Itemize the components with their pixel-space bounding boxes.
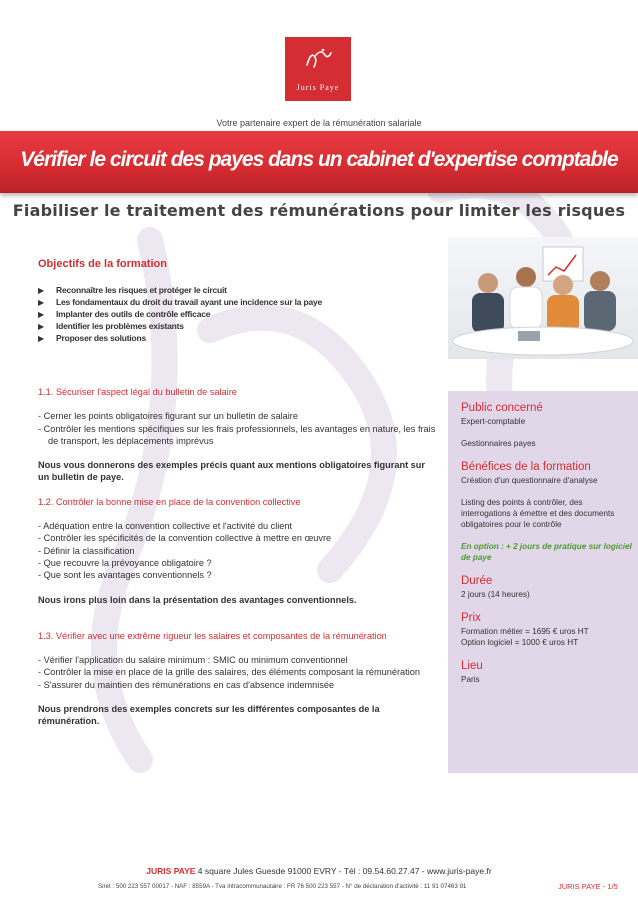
list-item: - Adéquation entre la convention collective et l'activité du client [38,521,293,532]
place-value: Paris [461,675,480,684]
section-3-note: Nous prendrons des exemples concrets sur les différentes composantes de la rémunération. [38,704,380,727]
list-item: - Définir la classification [38,545,135,556]
list-item: - S'assurer du maintien des rémunérations en cas d'absence indemnisée [38,679,335,690]
program-content [38,386,438,728]
list-item: - Contrôler les mentions spécifiques sur les frais professionnels, les avantages en nature, les frais de transport, les déplacements imprévus [38,423,436,446]
arrow-right-icon: ▶ [38,334,44,343]
price-title: Prix [461,612,481,624]
list-item: ▶ Les fondamentaux du droit du travail ayant une incidence sur la paye [38,297,323,307]
footer-legal: Siret : 500 223 557 00017 - NAF : 8559A - Tva intracommunautaire : FR 76 500 223 557 - N° de déclaration d'activité : 11 91 07463 91 [98,883,467,890]
page-subtitle: Fiabiliser le traitement des rémunérations pour limiter les risques [12,201,626,220]
list-item: ▶ Reconnaître les risques et protéger le circuit [38,285,227,295]
list-item: - Que sont les avantages conventionnels ? [38,570,212,581]
public-title: Public concerné [461,402,543,414]
price-line: Option logiciel = 1000 € uros HT [461,638,579,647]
list-item: ▶ Identifier les problèmes existants [38,321,184,331]
price-line: Formation métier = 1695 € uros HT [461,627,589,636]
footer-brand: JURIS PAYE [146,866,196,876]
page-title: Vérifier le circuit des payes dans un cabinet d'expertise comptable [20,148,618,171]
arrow-right-icon: ▶ [38,310,44,319]
option-note: En option : + 2 jours de pratique sur logiciel de paye [461,542,632,562]
benefits-item: Listing des points à contrôler, des interrogations à émettre et des documents obligatoires pour le contrôle [461,498,615,529]
meeting-photo [448,237,638,359]
logo-signature-mark [301,45,335,71]
section-3-title: 1.3. Vérifier avec une extrême rigueur les salaires et composantes de la rémunération [38,630,387,641]
list-item: ▶ Implanter des outils de contrôle efficace [38,309,211,319]
arrow-right-icon: ▶ [38,286,44,295]
list-item: - Contrôler les spécificités de la convention collective à mettre en œuvre [38,533,332,544]
list-item: ▶ Proposer des solutions [38,333,147,343]
list-item: - Cerner les points obligatoires figurant sur un bulletin de salaire [38,411,298,422]
place-title: Lieu [461,660,483,672]
arrow-right-icon: ▶ [38,322,44,331]
list-item: - Contrôler la mise en place de la grille des salaires, des éléments composant la rémunération [38,667,420,678]
section-2-title: 1.2. Contrôler la bonne mise en place de la convention collective [38,496,301,507]
arrow-right-icon: ▶ [38,298,44,307]
footer-address [0,866,638,876]
info-sidebar [448,391,638,773]
header-tagline: Votre partenaire expert de la rémunération salariale [216,118,422,128]
objectives-list [38,284,322,344]
section-1-note: Nous vous donnerons des exemples précis quant aux mentions obligatoires figurant sur un bulletin de paye. [38,460,425,483]
page-number: JURIS PAYE - 1/5 [558,882,618,891]
duration-title: Durée [461,575,493,587]
benefits-title: Bénéfices de la formation [461,461,591,473]
list-item: - Que recouvre la prévoyance obligatoire ? [38,557,212,568]
footer-address-text: 4 square Jules Guesde 91000 EVRY - Tél : 09.54.60.27.47 - www.juris-paye.fr [195,866,492,876]
section-2-note: Nous irons plus loin dans la présentation des avantages conventionnels. [38,594,357,605]
public-item: Gestionnaires payes [461,439,536,448]
section-1-title: 1.1. Sécuriser l'aspect légal du bulletin de salaire [38,387,237,397]
benefits-item: Création d'un questionnaire d'analyse [461,476,598,485]
juris-paye-logo [285,37,351,101]
logo-name: Juris Paye [296,83,340,92]
objectives-title: Objectifs de la formation [38,258,167,270]
list-item: - Vérifier l'application du salaire minimum : SMIC ou minimum conventionnel [38,655,348,666]
section-2-list [38,520,438,581]
section-3-list [38,654,438,691]
section-1-list [38,410,438,447]
public-item: Expert-comptable [461,417,526,426]
duration-value: 2 jours (14 heures) [461,590,530,599]
title-banner [0,131,638,193]
